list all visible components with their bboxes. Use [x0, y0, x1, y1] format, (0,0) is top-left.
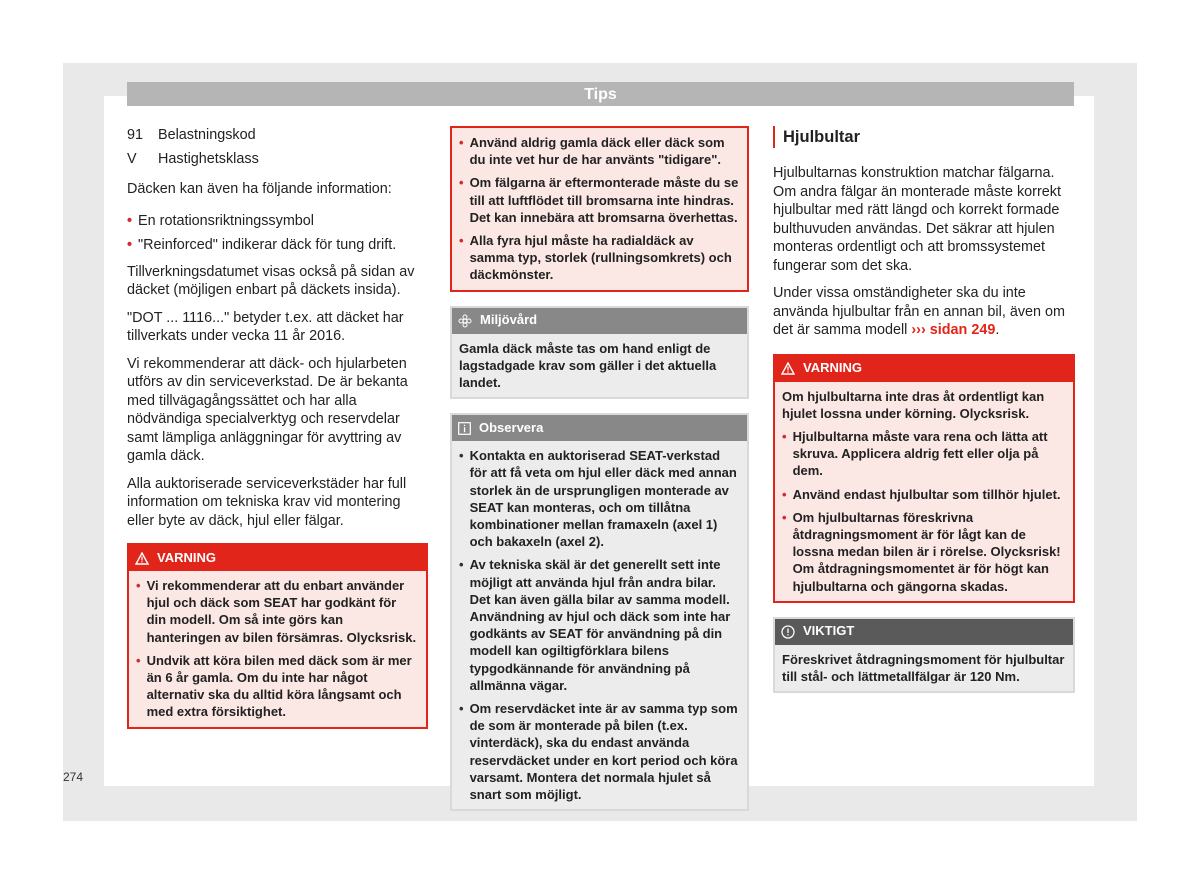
warning-triangle-icon	[781, 362, 795, 375]
definition-value: Belastningskod	[158, 127, 256, 143]
note-item	[459, 700, 740, 803]
warning-item	[459, 232, 740, 284]
bullet-icon: •	[459, 233, 464, 249]
warning-item-text: Använd aldrig gamla däck eller däck som du inte vet hur de har använts "tidigare".	[469, 135, 725, 168]
warning-item-text: Undvik att köra bilen med däck som är mer än 6 år gamla. Om du inte har något alternativ ska du alltid köra långsamt och med extra försiktighet.	[146, 652, 412, 720]
list-item-text: "Reinforced" indikerar däck för tung drift.	[138, 237, 397, 253]
warning-body	[452, 128, 747, 290]
bullet-icon: •	[782, 486, 787, 502]
info-icon	[458, 422, 471, 435]
paragraph: Tillverkningsdatumet visas också på sidan av däcket (möjligen enbart på däckets insida).	[127, 263, 415, 298]
warning-body	[129, 571, 426, 727]
warning-item	[782, 509, 1066, 595]
warning-item-text: Hjulbultarna måste vara rena och lätta att skruva. Applicera aldrig fett eller olja på dem.	[792, 428, 1048, 479]
bullet-icon: •	[459, 557, 464, 573]
warning-triangle-icon	[135, 552, 149, 565]
bullet-list	[127, 212, 425, 255]
warning-header	[129, 545, 426, 571]
definition-row	[127, 150, 425, 169]
column-2	[450, 126, 749, 825]
note-item-text: Om reservdäcket inte är av samma typ som de som är monterade på bilen (t.ex. vinterdäck), ska du endast använda reservdäcket under en kort period och köra varsamt. Montera det normala hjulet så snart som möjligt.	[469, 701, 738, 803]
bullet-icon: •	[459, 135, 464, 150]
environment-box	[450, 306, 749, 400]
bullet-icon: •	[127, 212, 133, 229]
warning-item	[782, 428, 1066, 480]
note-item-text: Av tekniska skäl är det generellt sett inte möjligt att använda hjul från andra bilar. Det kan även gälla bilar av samma modell. Användning av hjul och däck som inte har godkänts av SEAT för användning på din modell kan ogiltigförklara bilens typgodkännande för användning på allmänna vägar.	[469, 557, 731, 693]
warning-box	[773, 354, 1075, 603]
list-item-text: En rotationsriktningssymbol	[138, 212, 315, 229]
note-body	[452, 441, 747, 809]
note-box	[450, 413, 749, 811]
bullet-icon: •	[136, 652, 141, 668]
bullet-icon: •	[459, 701, 464, 717]
note-item	[459, 556, 740, 694]
environment-body: Gamla däck måste tas om hand enligt de lagstadgade krav som gäller i det aktuella landet.	[452, 334, 747, 398]
page-number: 274	[63, 770, 84, 784]
warning-item	[136, 652, 419, 721]
important-body: Föreskrivet åtdragningsmoment för hjulbultar till stål- och lättmetallfälgar är 120 Nm.	[775, 645, 1073, 691]
warning-body	[775, 382, 1073, 601]
environment-title: Miljövård	[480, 312, 538, 328]
warning-header	[775, 356, 1073, 382]
paragraph-text: Under vissa omständigheter ska du inte använda hjulbultar från en annan bil, även om det är samma modell	[773, 285, 1066, 338]
warning-item	[782, 486, 1066, 503]
bullet-icon: •	[782, 509, 787, 525]
exclamation-circle-icon	[781, 625, 795, 639]
paragraph: Hjulbultarnas konstruktion matchar fälgarna. Om andra fälgar än monterade måste korrekt hjulbultar med rätt längd och korrekt formade bulthuvuden användas. Det säkrar att hjulen monteras ordentligt och att bromssystemet fungerar som det ska.	[773, 165, 1061, 274]
note-header	[452, 415, 747, 441]
paragraph: Vi rekommenderar att däck- och hjularbeten utförs av din serviceverkstad. De är bekanta med tillvägagångssättet och har alla nödvändiga specialverktyg och reservdelar samt lämpliga anläggningar för avyttring av gamla däck.	[127, 355, 408, 464]
warning-item-text: Använd endast hjulbultar som tillhör hjulet.	[792, 486, 1061, 502]
warning-continued-box	[450, 126, 749, 292]
important-title: VIKTIGT	[803, 623, 855, 639]
warning-title: VARNING	[157, 549, 216, 565]
column-3	[773, 126, 1075, 707]
warning-item-text: Om fälgarna är eftermonterade måste du se till att luftflödet till bromsarna inte hindras. Det kan innebära att bromsarna överhettas.	[469, 175, 739, 225]
environment-header	[452, 308, 747, 334]
definition-key: V	[127, 150, 137, 167]
warning-title: VARNING	[803, 360, 862, 376]
paragraph: Däcken kan även ha följande information:	[127, 181, 392, 197]
warning-item-text: Vi rekommenderar att du enbart använder hjul och däck som SEAT har godkänt för din modell. Om så inte görs kan hanteringen av bilen försämras. Olycksrisk.	[146, 578, 417, 645]
bullet-icon: •	[459, 448, 464, 464]
bullet-icon: •	[127, 237, 133, 253]
list-item	[127, 212, 425, 231]
definition-key: 91	[127, 127, 144, 143]
paragraph: "DOT ... 1116..." betyder t.ex. att däcket har tillverkats under vecka 11 år 2016.	[127, 309, 404, 344]
note-item-text: Kontakta en auktoriserad SEAT-verkstad för att få veta om hjul eller däck med annan storlek än de ursprungligen monterade av SEAT kan monteras, och om tillåtna kombinationer mellan framaxeln (axel 1) och bakaxeln (axel 2).	[469, 448, 737, 550]
definition-value: Hastighetsklass	[158, 150, 259, 167]
bullet-icon: •	[136, 578, 141, 593]
warning-item	[136, 577, 419, 646]
page-reference-link[interactable]: ››› sidan 249	[911, 322, 996, 338]
warning-box	[127, 543, 428, 729]
warning-item-text: Om hjulbultarnas föreskrivna åtdragningsmoment är för lågt kan de lossna medan bilen är i rörelse. Olycksrisk! Om åtdragningsmomentet är för högt kan hjulbultarna och gängorna skadas.	[792, 509, 1061, 594]
important-header	[775, 619, 1073, 645]
paragraph	[773, 284, 1075, 340]
note-title: Observera	[479, 419, 544, 435]
paragraph: Alla auktoriserade serviceverkstäder har full information om tekniska krav vid montering eller byte av däck, hjul eller fälgar.	[127, 475, 407, 529]
section-header: Tips	[127, 82, 1074, 106]
warning-item	[459, 134, 740, 168]
bullet-icon: •	[782, 428, 787, 444]
warning-item-text: Alla fyra hjul måste ha radialdäck av samma typ, storlek (rullningsomkrets) och däckmönster.	[469, 233, 732, 283]
bullet-icon: •	[459, 175, 464, 191]
warning-intro: Om hjulbultarna inte dras åt ordentligt kan hjulet lossna under körning. Olycksrisk.	[782, 388, 1045, 421]
warning-item	[459, 174, 740, 226]
important-box	[773, 617, 1075, 693]
column-1	[127, 126, 425, 743]
flower-icon	[458, 314, 472, 328]
definition-row	[127, 126, 425, 145]
note-item	[459, 447, 740, 550]
paragraph-end: .	[995, 322, 1000, 338]
section-heading: Hjulbultar	[773, 126, 1075, 148]
list-item	[127, 236, 425, 255]
